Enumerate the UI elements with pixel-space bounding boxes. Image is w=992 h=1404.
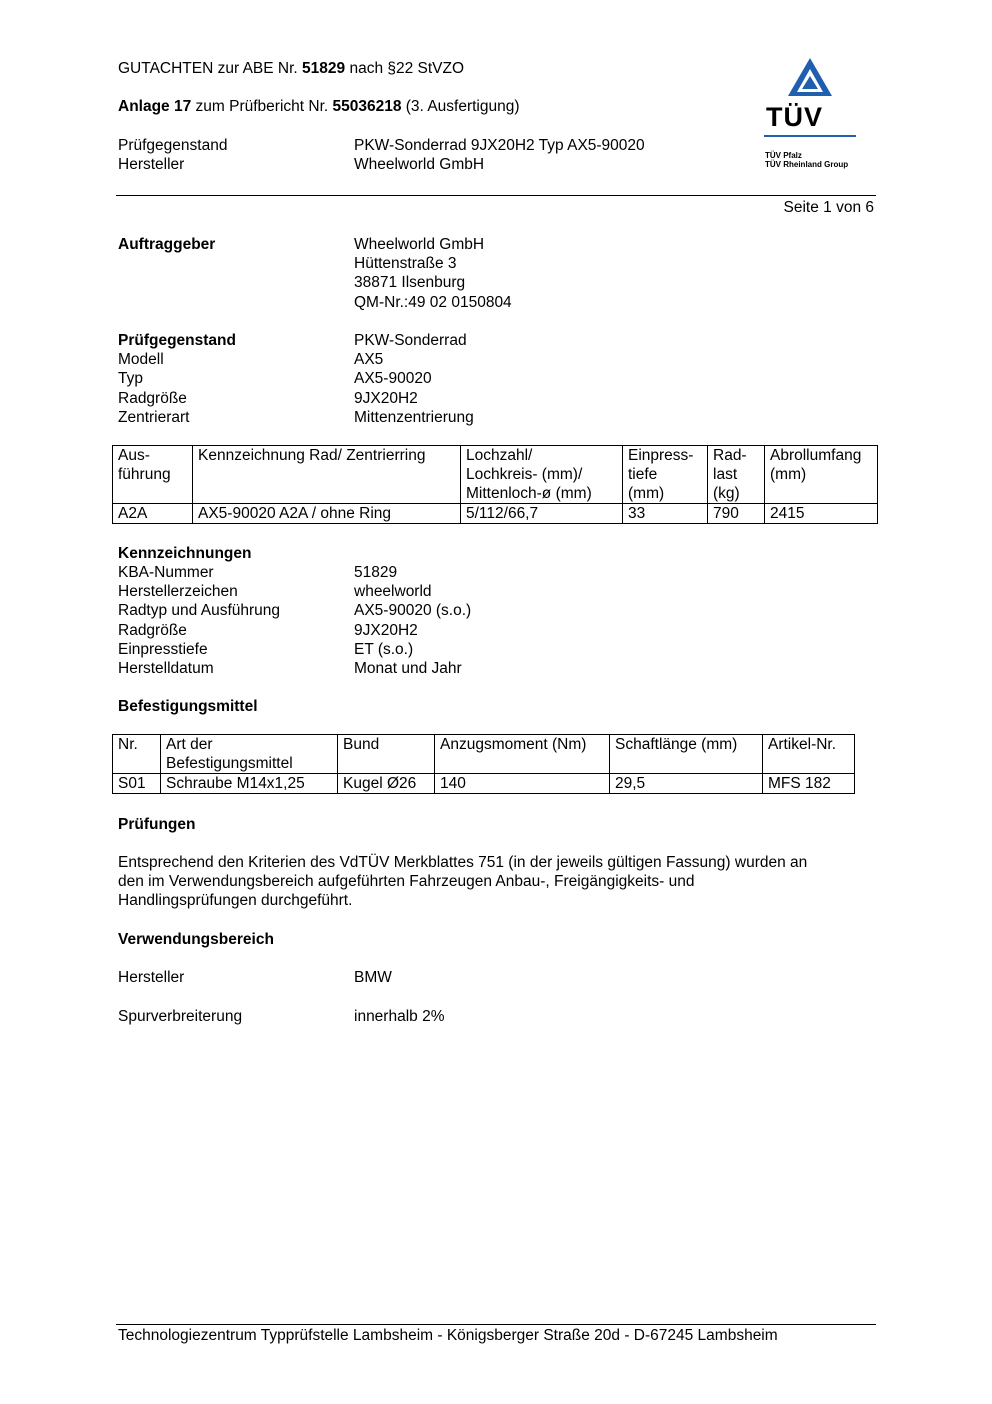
pruefbericht-number: 55036218: [332, 98, 402, 115]
header-field-value: Wheelworld GmbH: [354, 156, 485, 173]
field-value: Monat und Jahr: [354, 659, 462, 677]
table-cell: 140: [435, 774, 610, 794]
paragraph-line: Handlingsprüfungen durchgeführt.: [118, 892, 353, 910]
logo-sub-1: TÜV Pfalz: [765, 151, 802, 160]
address-line: Hüttenstraße 3: [354, 255, 457, 273]
field-label: Radgröße: [118, 389, 187, 407]
field-value: ET (s.o.): [354, 640, 414, 658]
header-line-1: [118, 59, 464, 78]
table-cell: A2A: [113, 504, 193, 524]
auftraggeber-label: Auftraggeber: [118, 236, 216, 253]
header-field-value: PKW-Sonderrad 9JX20H2 Typ AX5-90020: [354, 137, 645, 154]
kennzeichnungen-labels: [118, 563, 280, 678]
field-value: AX5-90020: [354, 370, 432, 388]
abe-number: 51829: [302, 60, 346, 77]
table-header-cell: Einpress- tiefe (mm): [623, 446, 708, 504]
section-title-verwendungsbereich: Verwendungsbereich: [118, 931, 274, 948]
field-label: Hersteller: [118, 969, 185, 986]
pruefgegenstand-labels: [118, 331, 236, 427]
header-text: GUTACHTEN zur ABE Nr.: [118, 60, 303, 77]
field-label: Zentrierart: [118, 408, 190, 426]
table-cell: S01: [113, 774, 161, 794]
table-cell: Kugel Ø26: [338, 774, 435, 794]
section-title-befestigungsmittel: Befestigungsmittel: [118, 698, 258, 715]
logo-text: TÜV: [766, 102, 823, 132]
address-line: QM-Nr.:49 02 0150804: [354, 293, 512, 311]
pruefungen-paragraph: [118, 853, 807, 911]
field-value: 51829: [354, 564, 398, 581]
table-header-cell: Art der Befestigungsmittel: [161, 735, 338, 774]
address-line: 38871 Ilsenburg: [354, 274, 466, 292]
field-label: Radgröße: [118, 621, 187, 639]
logo-rule: [764, 135, 856, 137]
table-header-cell: Artikel-Nr.: [763, 735, 855, 774]
tuv-logo: [760, 56, 860, 174]
field-label: Einpresstiefe: [118, 640, 208, 658]
field-value: Mittenzentrierung: [354, 408, 474, 426]
header-line-2: [118, 97, 520, 116]
table-cell: 29,5: [610, 774, 763, 794]
table-header-cell: Anzugsmoment (Nm): [435, 735, 610, 774]
field-value: AX5: [354, 351, 384, 369]
field-label: Typ: [118, 370, 143, 388]
field-value: AX5-90020 (s.o.): [354, 602, 472, 620]
header-text: nach §22 StVZO: [345, 60, 465, 77]
table-header-row: [113, 735, 855, 774]
pruefgegenstand-values: [354, 331, 474, 427]
pruefgegenstand-label: Prüfgegenstand: [118, 332, 236, 349]
field-value: 9JX20H2: [354, 389, 418, 407]
field-label: KBA-Nummer: [118, 564, 214, 581]
table-row: [113, 774, 855, 794]
paragraph-line: den im Verwendungsbereich aufgeführten Fahrzeugen Anbau-, Freigängigkeits- und: [118, 873, 695, 891]
field-value: 9JX20H2: [354, 621, 418, 639]
header-field-label: Hersteller: [118, 156, 185, 173]
field-label: Radtyp und Ausführung: [118, 602, 281, 620]
table-header-cell: Aus- führung: [113, 446, 193, 504]
field-value: BMW: [354, 969, 392, 986]
field-label: Herstelldatum: [118, 659, 214, 677]
table-header-cell: Rad- last (kg): [708, 446, 765, 504]
header-text: (3. Ausfertigung): [401, 98, 520, 115]
table-cell: MFS 182: [763, 774, 855, 794]
table-header-cell: Schaftlänge (mm): [610, 735, 763, 774]
table-cell: Schraube M14x1,25: [161, 774, 338, 794]
table-header-cell: Bund: [338, 735, 435, 774]
paragraph-line: Entsprechend den Kriterien des VdTÜV Merkblattes 751 (in der jeweils gültigen Fassung) wurden an: [118, 854, 808, 871]
table-header-cell: Nr.: [113, 735, 161, 774]
table-cell: 790: [708, 504, 765, 524]
table-header-cell: Lochzahl/ Lochkreis- (mm)/ Mittenloch-ø (mm): [461, 446, 623, 504]
section-title-pruefungen: Prüfungen: [118, 816, 196, 833]
table-header-cell: Abrollumfang (mm): [765, 446, 878, 504]
field-label: Modell: [118, 351, 164, 369]
field-value: wheelworld: [354, 583, 432, 601]
wheel-variant-table: [112, 445, 878, 524]
section-title-kennzeichnungen: Kennzeichnungen: [118, 545, 252, 562]
page-number: Seite 1 von 6: [783, 199, 874, 216]
logo-sub-2: TÜV Rheinland Group: [765, 160, 849, 169]
kennzeichnungen-values: [354, 563, 471, 678]
anlage-label: Anlage 17: [118, 98, 192, 115]
table-cell: 33: [623, 504, 708, 524]
auftraggeber-address: [354, 235, 512, 312]
table-cell: AX5-90020 A2A / ohne Ring: [193, 504, 461, 524]
footer-address: Technologiezentrum Typprüfstelle Lambsheim - Königsberger Straße 20d - D-67245 Lambsheim: [118, 1327, 778, 1344]
header-field-label: Prüfgegenstand: [118, 137, 228, 154]
table-header-row: [113, 446, 878, 504]
table-cell: 2415: [765, 504, 878, 524]
address-line: Wheelworld GmbH: [354, 236, 485, 253]
header-divider: [116, 195, 876, 196]
table-header-cell: Kennzeichnung Rad/ Zentrierring: [193, 446, 461, 504]
field-value: PKW-Sonderrad: [354, 332, 467, 349]
header-text: zum Prüfbericht Nr.: [191, 98, 333, 115]
table-cell: 5/112/66,7: [461, 504, 623, 524]
field-label: Herstellerzeichen: [118, 583, 238, 601]
field-label: Spurverbreiterung: [118, 1008, 243, 1025]
footer-divider: [116, 1324, 876, 1325]
field-value: innerhalb 2%: [354, 1008, 445, 1025]
table-row: [113, 504, 878, 524]
fastener-table: [112, 734, 855, 794]
